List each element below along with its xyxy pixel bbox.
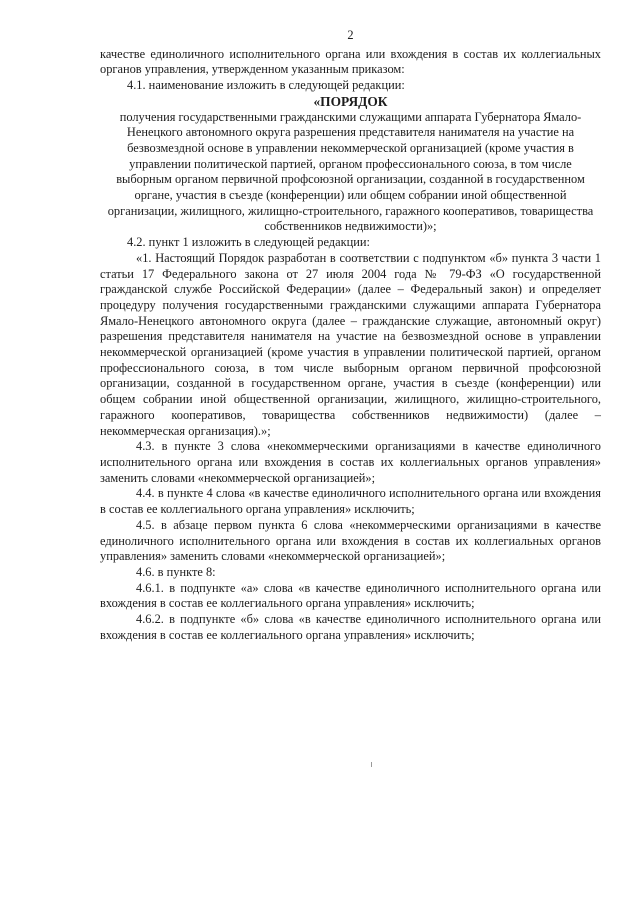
paragraph-4-2: 4.2. пункт 1 изложить в следующей редакции: [127, 235, 370, 250]
paragraph-4-4: 4.4. в пункте 4 слова «в качестве единоличного исполнительного органа или вхождения в состав ее коллегиального органа управления» исключить; [100, 486, 601, 517]
scan-mark [371, 762, 372, 767]
paragraph-4-1: 4.1. наименование изложить в следующей редакции: [127, 78, 405, 93]
paragraph-intro: качестве единоличного исполнительного органа или вхождения в состав их коллегиальных органов управления, утвержденном указанным приказом: [100, 46, 601, 77]
page-number: 2 [347, 28, 354, 42]
order-title: «ПОРЯДОК [313, 93, 388, 109]
document-page [100, 28, 601, 643]
paragraph-4-6: 4.6. в пункте 8: [136, 564, 216, 579]
order-subtitle: получения государственными гражданскими служащими аппарата Губернатора Ямало-Ненецкого автономного округа разрешения представителя нанимателя на участие на безвозмездной основе в управлении некоммерческой организацией (кроме участия в управлении политической партией, органом профессионального союза, в том числе выборным органом первичной профсоюзной организации, созданной в государственном органе, участия в съезде (конференции) или общем собрании иной общественной организации, жилищного, жилищно-строительного, гаражного кооперативов, товарищества собственников недвижимости)»; [107, 109, 594, 234]
paragraph-4-3: 4.3. в пункте 3 слова «некоммерческими организациями в качестве единоличного исполнительного органа или вхождения в состав их коллегиальных органов управления» заменить словами «некоммерческой организацией»; [100, 439, 601, 485]
paragraph-4-6-2: 4.6.2. в подпункте «б» слова «в качестве единоличного исполнительного органа или вхождения в состав ее коллегиального органа управления» исключить; [100, 612, 601, 642]
paragraph-4-6-1: 4.6.1. в подпункте «а» слова «в качестве единоличного исполнительного органа или вхождения в состав ее коллегиального органа управления» исключить; [100, 580, 601, 611]
paragraph-clause-1: «1. Настоящий Порядок разработан в соответствии с подпунктом «б» пункта 3 части 1 статьи 17 Федерального закона от 27 июля 2004 года № 79-ФЗ «О государственной гражданской службе Российской Федерации» (далее – Федеральный закон) и определяет процедуру получения государственными гражданскими служащими аппарата Губернатора Ямало-Ненецкого автономного округа (далее – гражданские служащие, автономный округ) разрешения представителя нанимателя на участие на безвозмездной основе в управлении некоммерческой организацией (кроме участия в управлении политической партией, органом профессионального союза, в том числе выборным органом первичной профсоюзной организации, созданной в государственном органе, участия в съезде (конференции) или общем собрании иной общественной организации, жилищного, жилищно-строительного, гаражного кооперативов, товарищества собственников недвижимости) (далее – некоммерческая организация).»; [100, 250, 601, 438]
paragraph-4-5: 4.5. в абзаце первом пункта 6 слова «некоммерческими организациями в качестве единоличного исполнительного органа или вхождения в состав их коллегиальных органов управления» заменить словами «некоммерческой организацией»; [100, 517, 601, 564]
